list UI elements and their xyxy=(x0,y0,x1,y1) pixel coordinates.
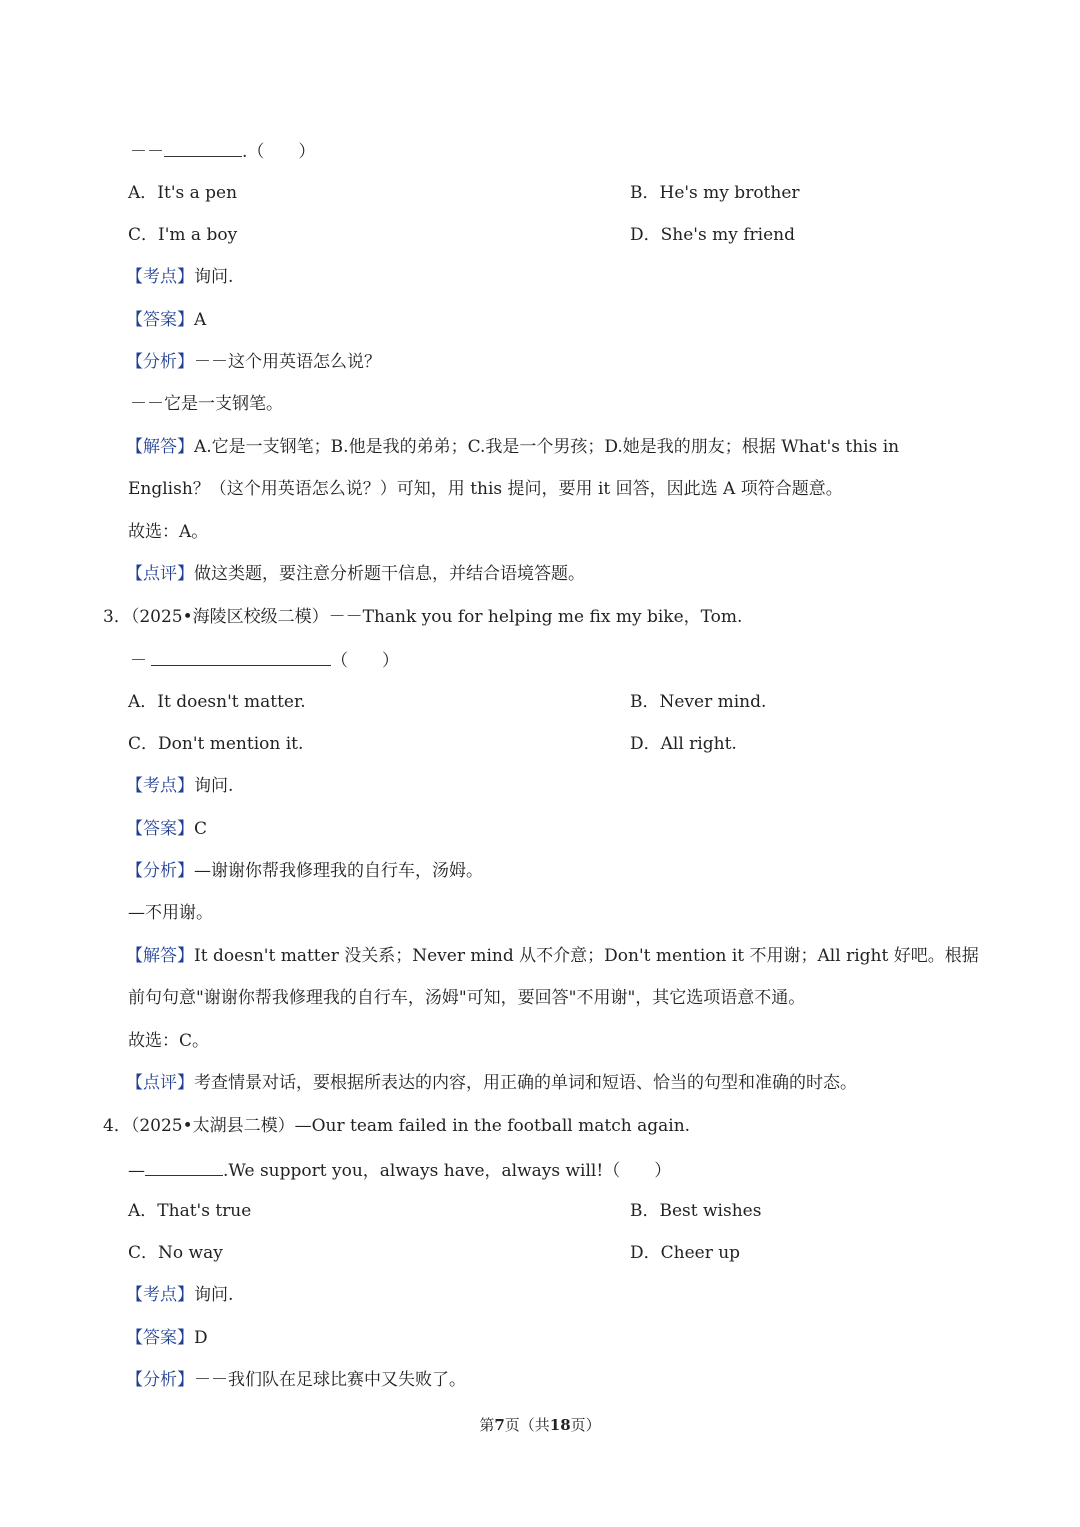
q3-jieda-2: 前句句意"谢谢你帮我修理我的自行车，汤姆"可知，要回答"不用谢"，其它选项语意不通。 xyxy=(128,988,806,1008)
q2-option-b: B．He's my brother xyxy=(630,183,800,203)
answer-blank xyxy=(151,647,331,666)
q3-option-b: B．Never mind. xyxy=(630,692,767,712)
q2-option-d: D．She's my friend xyxy=(630,225,795,245)
q2-options-row-2 xyxy=(128,223,828,247)
page-number: 7 xyxy=(494,1416,505,1434)
q4-option-c: C．No way xyxy=(128,1243,223,1263)
q4-daan: 【答案】D xyxy=(126,1328,208,1348)
answer-blank xyxy=(164,138,242,157)
q3-option-a: A．It doesn't matter. xyxy=(128,692,306,712)
q3-options-row-1 xyxy=(128,690,828,714)
q2-jieda-2: English？（这个用英语怎么说？）可知，用 this 提问，要用 it 回答，因此选 A 项符合题意。 xyxy=(128,479,843,499)
q4-options-row-1 xyxy=(128,1199,828,1223)
q3-answer-line: － （ ） xyxy=(130,647,399,673)
q4-options-row-2 xyxy=(128,1241,828,1265)
q2-option-c: C．I'm a boy xyxy=(128,225,238,245)
q4-option-d: D．Cheer up xyxy=(630,1243,741,1263)
q2-fenxi: 【分析】－－这个用英语怎么说？ xyxy=(126,352,381,372)
q2-kaodian: 【考点】询问. xyxy=(126,267,234,287)
answer-blank xyxy=(145,1157,223,1176)
q3-options-row-2 xyxy=(128,732,828,756)
q3-option-c: C．Don't mention it. xyxy=(128,734,304,754)
q2-guxuan: 故选：A。 xyxy=(128,522,209,542)
q2-daan: 【答案】A xyxy=(126,310,207,330)
q3-guxuan: 故选：C。 xyxy=(128,1031,210,1051)
page-footer: 第7页（共18页） xyxy=(479,1416,601,1434)
q3-dianping: 【点评】考查情景对话，要根据所表达的内容，用正确的单词和短语、恰当的句型和准确的时态。 xyxy=(126,1073,857,1093)
q3-fenxi-2: —不用谢。 xyxy=(128,903,213,923)
q4-option-b: B．Best wishes xyxy=(630,1201,762,1221)
q2-dianping: 【点评】做这类题，要注意分析题干信息，并结合语境答题。 xyxy=(126,564,585,584)
q3-kaodian: 【考点】询问. xyxy=(126,776,234,796)
q3-daan: 【答案】C xyxy=(126,819,208,839)
q3-jieda: 【解答】It doesn't matter 没关系；Never mind 从不介意；Don't mention it 不用谢；All right 好吧。根据 xyxy=(126,946,979,966)
q2-option-a: A．It's a pen xyxy=(128,183,238,203)
total-pages: 18 xyxy=(549,1416,571,1434)
q4-answer-line: — .We support you，always have，always will!（ ） xyxy=(128,1157,671,1183)
q3-option-d: D．All right. xyxy=(630,734,737,754)
q3-stem: 3．（2025•海陵区校级二模）－－Thank you for helping me fix my bike，Tom. xyxy=(103,607,743,627)
q2-answer-line: －－ .（ ） xyxy=(130,138,315,164)
q4-kaodian: 【考点】询问. xyxy=(126,1285,234,1305)
q2-jieda: 【解答】A.它是一支钢笔；B.他是我的弟弟；C.我是一个男孩；D.她是我的朋友；根据 What's this in xyxy=(126,437,900,457)
q4-option-a: A．That's true xyxy=(128,1201,252,1221)
q3-fenxi: 【分析】—谢谢你帮我修理我的自行车，汤姆。 xyxy=(126,861,483,881)
q2-fenxi-2: －－它是一支钢笔。 xyxy=(130,394,283,414)
q4-stem: 4．（2025•太湖县二模）—Our team failed in the football match again. xyxy=(103,1116,691,1136)
q4-fenxi: 【分析】－－我们队在足球比赛中又失败了。 xyxy=(126,1370,466,1390)
q2-options-row-1 xyxy=(128,181,828,205)
